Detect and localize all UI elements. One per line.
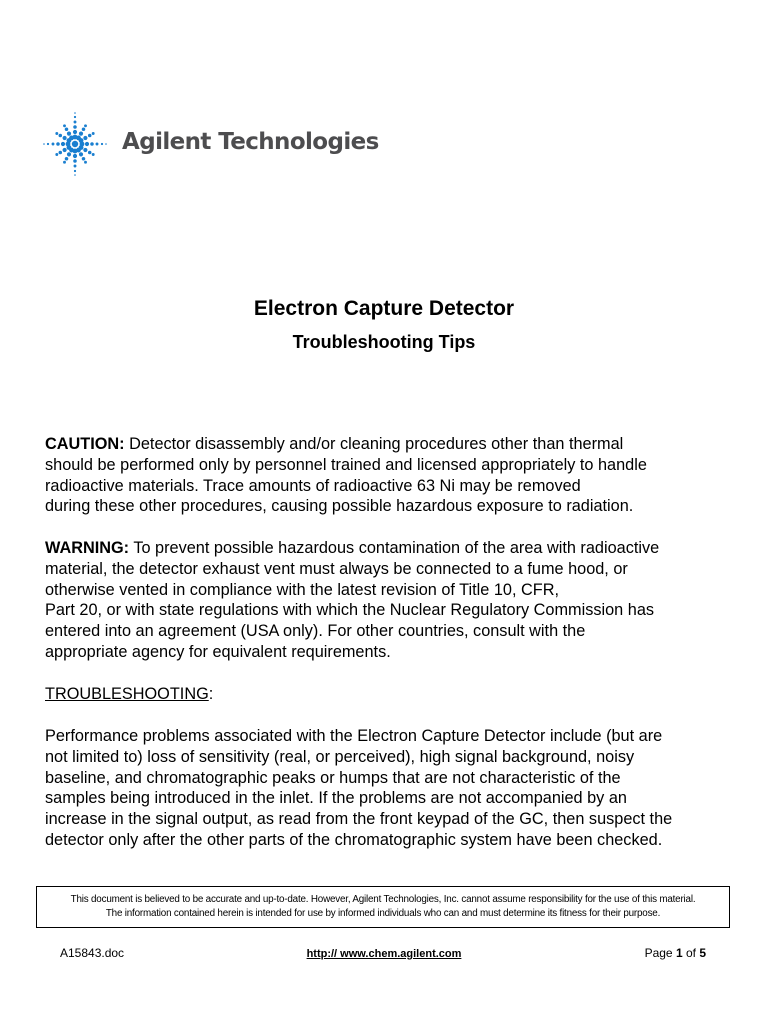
- caution-paragraph: [45, 434, 735, 517]
- disclaimer-line-1: This document is believed to be accurate and up-to-date. However, Agilent Technologies, Inc. cannot assume responsibility for the use of this material.: [70, 894, 696, 905]
- disclaimer-line-2: The information contained herein is intended for use by informed individuals who can and must determine its fitness for their purpose.: [105, 908, 661, 919]
- warning-line-1: WARNING: To prevent possible hazardous contamination of the area with radioactive: [45, 539, 660, 557]
- warning-line-3: otherwise vented in compliance with the latest revision of Title 10, CFR,: [45, 580, 560, 599]
- document-title: Electron Capture Detector: [253, 297, 515, 320]
- performance-line-3: baseline, and chromatographic peaks or humps that are not characteristic of the: [45, 768, 621, 787]
- warning-line-6: appropriate agency for equivalent requirements.: [45, 642, 391, 661]
- agilent-spark-icon: [42, 111, 108, 177]
- agilent-logo: [42, 111, 382, 177]
- page-current: 1: [675, 946, 683, 960]
- warning-line-2: material, the detector exhaust vent must always be connected to a fume hood, or: [45, 559, 628, 578]
- footer-page-number: Page 1 of 5: [644, 946, 706, 960]
- performance-line-1: Performance problems associated with the Electron Capture Detector include (but are: [45, 727, 663, 745]
- caution-line-3: radioactive materials. Trace amounts of radioactive 63 Ni may be removed: [45, 476, 581, 495]
- warning-line-4: Part 20, or with state regulations with which the Nuclear Regulatory Commission has: [45, 601, 655, 620]
- caution-line-4: during these other procedures, causing possible hazardous exposure to radiation.: [45, 497, 634, 516]
- document-subtitle: Troubleshooting Tips: [292, 332, 476, 352]
- caution-line-1: CAUTION: Detector disassembly and/or cleaning procedures other than thermal: [45, 435, 624, 453]
- performance-line-5: increase in the signal output, as read from the front keypad of the GC, then suspect the: [45, 810, 673, 829]
- warning-paragraph: [45, 538, 735, 663]
- performance-paragraph: [45, 726, 735, 851]
- footer-filename: A15843.doc: [60, 946, 125, 960]
- warning-line-5: entered into an agreement (USA only). For other countries, consult with the: [45, 622, 586, 641]
- caution-line-2: should be performed only by personnel trained and licensed appropriately to handle: [45, 455, 647, 474]
- page-total: 5: [699, 946, 706, 960]
- performance-line-2: not limited to) loss of sensitivity (real, or perceived), high signal background, noisy: [45, 747, 635, 766]
- disclaimer-box: [36, 886, 730, 928]
- troubleshooting-heading: TROUBLESHOOTING:: [45, 685, 214, 703]
- logo-text: Agilent Technologies: [122, 129, 379, 155]
- footer-url-link[interactable]: http:// www.chem.agilent.com: [306, 948, 462, 960]
- performance-line-4: samples being introduced in the inlet. If the problems are not accompanied by an: [45, 789, 627, 808]
- caution-label: CAUTION:: [45, 435, 125, 453]
- performance-line-6: detector only after the other parts of the chromatographic system have been checked.: [45, 830, 663, 849]
- warning-label: WARNING:: [45, 539, 130, 557]
